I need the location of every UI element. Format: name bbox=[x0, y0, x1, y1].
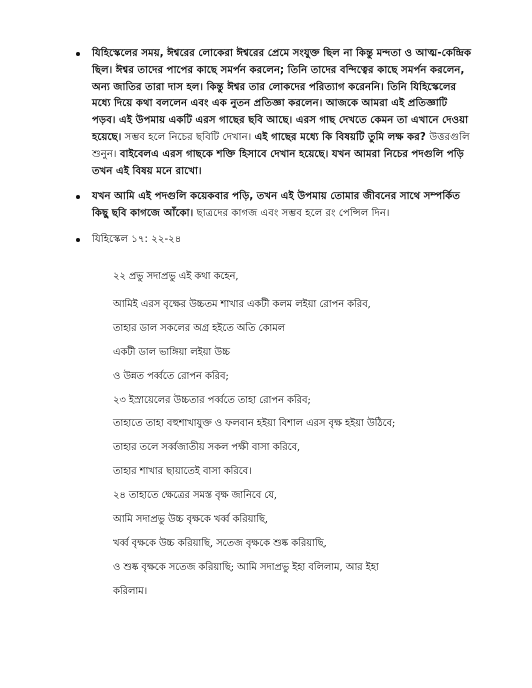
normal-text: সম্ভব হলে নিচের ছবিটি দেখান। bbox=[121, 131, 255, 143]
verse-line: ও শুষ্ক বৃক্ষকে সতেজ করিয়াছি; আমি সদাপ্রভু ইহা বলিলাম, আর ইহা bbox=[113, 561, 379, 573]
verse-line: ও উন্নত পর্ব্বতে রোপন করিব; bbox=[113, 370, 229, 382]
verse-line: ২৪ তাহাতে ক্ষেত্রের সমস্ত বৃক্ষ জানিবে যে, bbox=[113, 490, 278, 502]
bold-text: যখন আমি এই পদগুলি কয়েকবার পড়ি, তখন এই উপমায় তোমার জীবনের সাথে সম্পর্কিত কিছু ছবি কাগজে আঁকো। bbox=[92, 191, 461, 220]
bold-text: এই গাছের মধ্যে কি বিষয়টি তুমি লক্ষ কর? bbox=[254, 131, 430, 143]
verse-line: খর্ব্ব বৃক্ষকে উচ্চ করিয়াছি, সতেজ বৃক্ষকে শুষ্ক করিয়াছি, bbox=[113, 537, 327, 549]
scripture-reference: যিহিস্কেল ১৭: ২২-২৪ bbox=[92, 233, 182, 245]
list-item bbox=[68, 46, 473, 180]
bold-text: বাইবেলএ এরস গাছকে শক্তি হিসাবে দেখান হয়েছে। যখন আমরা নিচের পদগুলি পড়ি তখন এই বিষয় মনে রাখো। bbox=[92, 148, 464, 177]
bullet-dot-icon bbox=[76, 238, 80, 242]
verse-line: একটী ডাল ভাঙ্গিয়া লইয়া উচ্চ bbox=[113, 346, 230, 358]
verse-line: তাহার তলে সর্ব্বজাতীয় সকল পক্ষী বাসা করিবে, bbox=[113, 442, 301, 454]
bold-text: যিহিস্কেলের সময়, ঈশ্বরের লোকেরা ঈশ্বরের প্রেমে সংযুক্ত ছিল না কিন্তু মন্দতা ও আত্ম-কেন্দ্রিক ছিল। ঈশ্বর তাদের পাপের কাছে সমর্পন করলেন; তিনি তাদের বন্দিত্বের কাছে সমর্পন করলেন, অন্য জাতির তারা দাস হল। কিন্তু ঈশ্বর তার লোকদের পরিত্যাগ করেননি। তিনি যিহিস্কেলের মধ্যে দিয়ে কথা বললেন এবং এক নুতন প্রতিজ্ঞা করলেন। আজকে আমরা এই প্রতিজ্ঞাটি পড়ব। এই উপমায় একটি এরস গাছের ছবি আছে। এরস গাছ দেখতে কেমন তা এখানে দেওয়া হয়েছে। bbox=[92, 48, 472, 143]
scripture-passage bbox=[113, 265, 493, 604]
bullet-dot-icon bbox=[76, 52, 80, 56]
instruction-list bbox=[68, 46, 473, 258]
list-item bbox=[68, 189, 473, 223]
normal-text: ছাত্রদের কাগজ এবং সম্ভব হলে রং পেন্সিল দিন। bbox=[193, 208, 390, 220]
verse-line: তাহার ডাল সকলের অগ্র হইতে অতি কোমল bbox=[113, 322, 285, 334]
list-item bbox=[68, 232, 473, 249]
normal-text: উত্তরগুলি শুনুন। bbox=[92, 131, 470, 160]
verse-line: ২২ প্রভু সদাপ্রভু এই কথা কহেন, bbox=[113, 271, 239, 282]
verse-line: আমিই এরস বৃক্ষের উচ্চতম শাখার একটী কলম লইয়া রোপন করিব, bbox=[113, 298, 371, 310]
verse-line: তাহার শাখার ছায়াতেই বাসা করিবে। bbox=[113, 466, 252, 478]
verse-line: আমি সদাপ্রভু উচ্চ বৃক্ষকে খর্ব্ব করিয়াছি, bbox=[113, 514, 269, 526]
verse-line: তাহাতে তাহা বহুশাখাযুক্ত ও ফলবান হইয়া বিশাল এরস বৃক্ষ হইয়া উঠিবে; bbox=[113, 418, 396, 430]
verse-line: করিলাম। bbox=[113, 585, 148, 597]
verse-line: ২৩ ইস্রায়েলের উচ্চতার পর্ব্বতে তাহা রোপন করিব; bbox=[113, 394, 311, 406]
bullet-dot-icon bbox=[76, 195, 80, 199]
